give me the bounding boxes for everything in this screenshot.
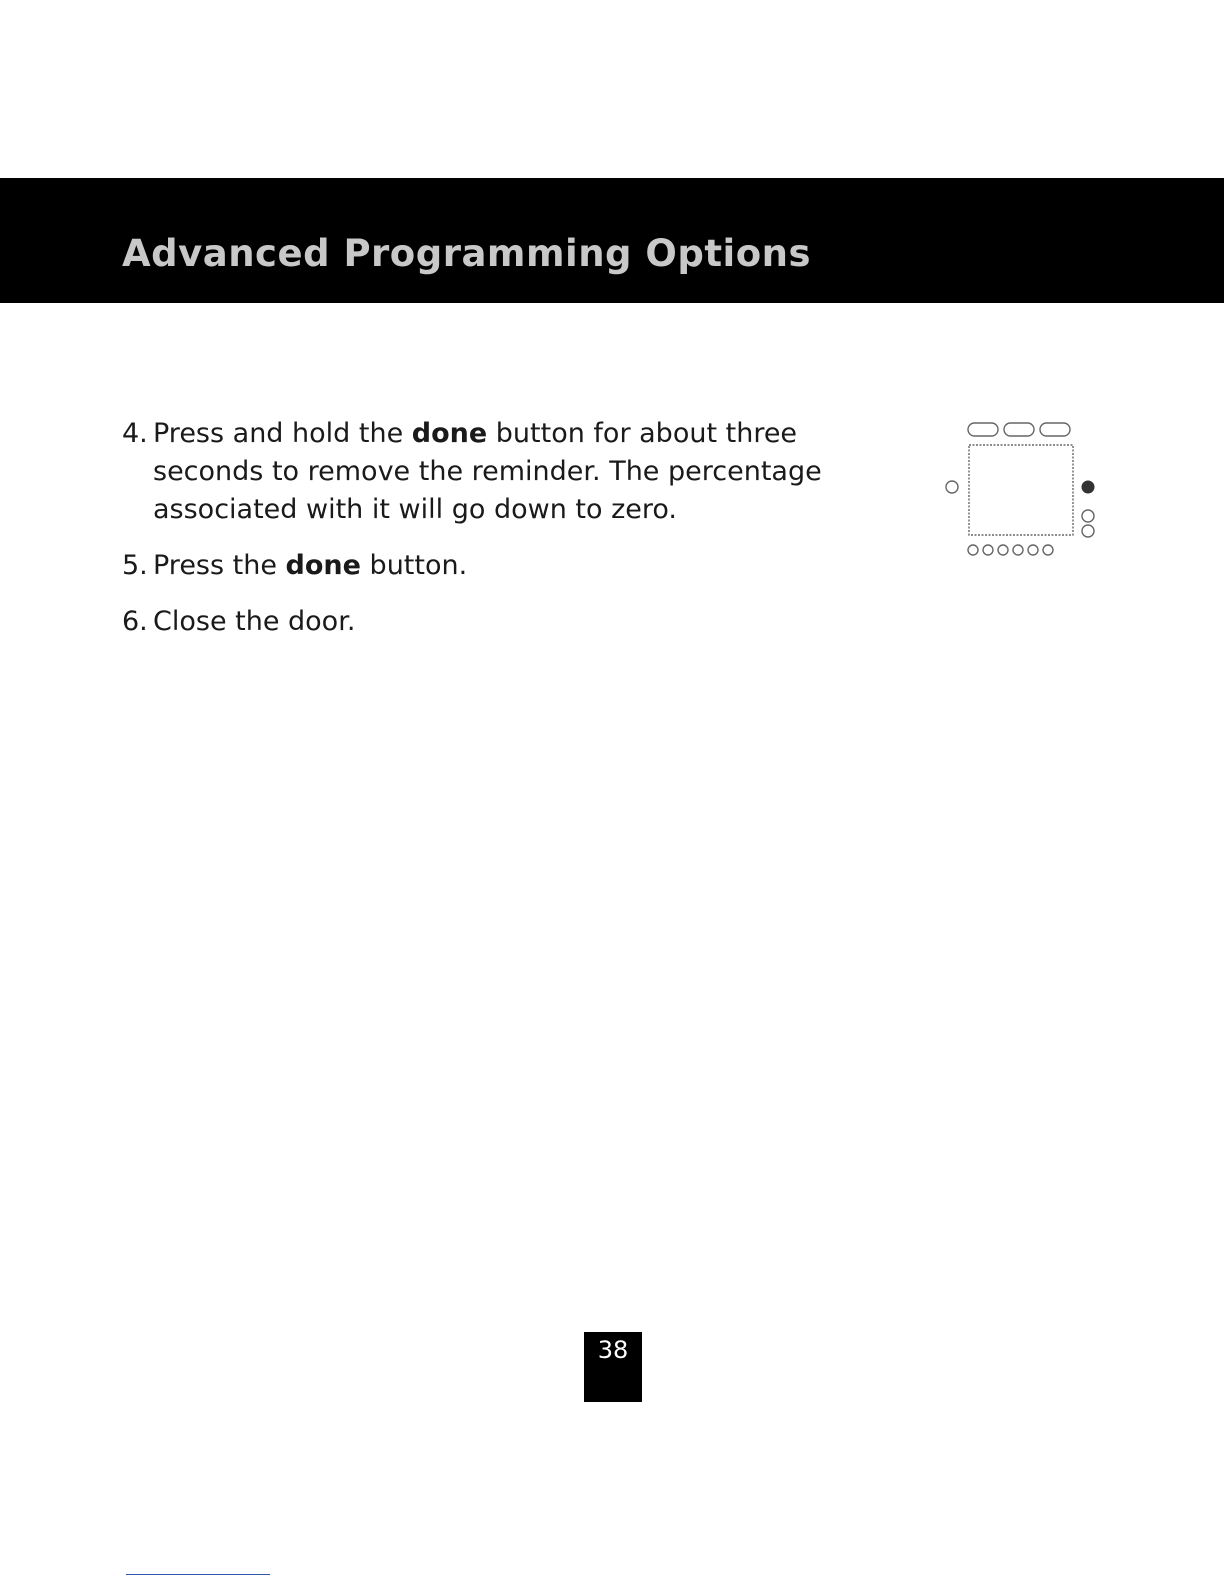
- top-button: [1004, 423, 1034, 436]
- bottom-button: [983, 545, 993, 555]
- left-button: [946, 481, 958, 493]
- list-item: [122, 603, 862, 641]
- page-title: Advanced Programming Options: [122, 232, 812, 275]
- bottom-button: [1028, 545, 1038, 555]
- bottom-button: [998, 545, 1008, 555]
- step-number: 5.: [122, 550, 148, 581]
- done-keyword: done: [285, 550, 361, 581]
- step-number: 6.: [122, 606, 148, 637]
- done-keyword: done: [411, 418, 488, 449]
- step-text: [153, 547, 862, 585]
- bottom-button: [1013, 545, 1023, 555]
- display-screen: [969, 445, 1073, 535]
- page-number-box: [584, 1332, 642, 1402]
- top-button: [1040, 423, 1070, 436]
- step-text-part: button.: [360, 550, 468, 581]
- step-text: Close the door.: [153, 606, 356, 637]
- page-number: 38: [597, 1336, 629, 1364]
- step-text: [153, 415, 862, 529]
- top-button: [968, 423, 998, 436]
- footer-rule: [126, 1574, 270, 1575]
- side-button: [1082, 510, 1094, 522]
- thermostat-diagram: [940, 415, 1110, 575]
- step-text-part: Press the: [153, 550, 286, 581]
- bottom-button: [1043, 545, 1053, 555]
- step-number: 4.: [122, 418, 148, 449]
- highlighted-button: [1082, 481, 1094, 493]
- list-item: [122, 547, 862, 585]
- side-button: [1082, 525, 1094, 537]
- bottom-button: [968, 545, 978, 555]
- step-list: [122, 415, 862, 641]
- list-item: [122, 415, 862, 529]
- step-text-part: Press and hold the: [153, 418, 412, 449]
- step-text-part: button for about three seconds to remove the reminder. The percentage associated with it will go down to zero.: [153, 418, 822, 525]
